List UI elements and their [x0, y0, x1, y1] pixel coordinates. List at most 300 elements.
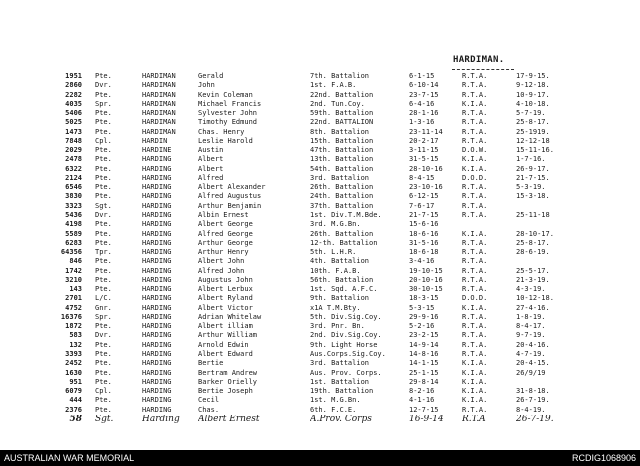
service-number: 583 [69, 331, 82, 340]
rank: Sgt. [95, 201, 112, 210]
fate: K.I.A. [462, 368, 488, 377]
roll-row [0, 100, 640, 109]
roll-row [0, 146, 640, 155]
enlistment-date: 3-4-16 [409, 257, 435, 266]
unit: 37th. Battalion [310, 201, 374, 210]
fate-date: 27-4-16. [516, 303, 550, 312]
enlistment-date: 18-3-15 [409, 294, 439, 303]
service-number: 2376 [65, 405, 82, 414]
roll-row [0, 359, 640, 368]
roll-row [0, 155, 640, 164]
enlistment-date: 6-1-15 [409, 72, 435, 80]
unit: 22nd. BATTALION [310, 118, 374, 127]
rank: Pte. [95, 127, 112, 136]
unit: 1st. Div.T.M.Bde. [310, 210, 382, 219]
fate: R.T.A. [462, 266, 488, 275]
surname: HARDING [142, 201, 172, 210]
surname: HARDING [142, 210, 172, 219]
surname: HARDING [142, 192, 172, 201]
roll-row [0, 174, 640, 183]
fate-date: 8-4-17. [516, 322, 546, 331]
surname-heading: HARDIMAN. [453, 55, 505, 65]
fate-date: 15-3-18. [516, 192, 550, 201]
service-number: 1473 [65, 127, 82, 136]
rank: Pte. [95, 229, 112, 238]
rank: L/C. [95, 294, 112, 303]
fate: R.T.A. [462, 136, 488, 145]
service-number: 4752 [65, 303, 82, 312]
service-number: 4198 [65, 220, 82, 229]
enlistment-date: 29-9-16 [409, 312, 439, 321]
roll-row [0, 192, 640, 201]
roll-row [0, 341, 640, 350]
fate: K.I.A. [462, 164, 488, 173]
enlistment-date: 25-1-15 [409, 368, 439, 377]
unit: 24th. Battalion [310, 192, 374, 201]
unit: 7th. Battalion [310, 72, 370, 80]
fate: K.I.A. [462, 99, 488, 108]
enlistment-date: 6-4-16 [409, 99, 435, 108]
rank: Cpl. [95, 136, 112, 145]
given-names: Sylvester John [198, 109, 258, 118]
fate: R.T.A. [462, 405, 488, 414]
unit: 3rd. Battalion [310, 173, 370, 182]
unit: 5th. L.H.R. [310, 248, 357, 257]
fate-date: 4-3-19. [516, 285, 546, 294]
rank: Pte. [95, 396, 112, 405]
service-number: 6322 [65, 164, 82, 173]
fate-date: 31-8-18. [516, 387, 550, 396]
roll-row [0, 118, 640, 127]
service-number: 2124 [65, 173, 82, 182]
surname: HARDING [142, 238, 172, 247]
service-number: 1951 [65, 72, 82, 80]
service-number: 5589 [65, 229, 82, 238]
enlistment-date: 23-7-15 [409, 90, 439, 99]
fate: K.I.A. [462, 396, 488, 405]
fate: R.T.A. [462, 238, 488, 247]
fate-date: 21-7-15. [516, 173, 550, 182]
enlistment-date: 23-2-15 [409, 331, 439, 340]
roll-row [0, 396, 640, 405]
roll-row [0, 248, 640, 257]
rank: Pte. [95, 349, 112, 358]
given-names: Michael Francis [198, 99, 262, 108]
service-number: 3830 [65, 192, 82, 201]
surname: HARDIN [142, 136, 168, 145]
enlistment-date: 16-9-14 [409, 414, 444, 424]
unit: 26th. Battalion [310, 229, 374, 238]
unit: 2nd. Tun.Coy. [310, 99, 365, 108]
service-number: 5436 [65, 210, 82, 219]
roll-row [0, 276, 640, 285]
surname: HARDING [142, 183, 172, 192]
rank: Dvr. [95, 331, 112, 340]
fate-date: 21-3-19. [516, 275, 550, 284]
roll-row [0, 165, 640, 174]
rank: Pte. [95, 220, 112, 229]
rank: Pte. [95, 146, 112, 155]
rank: Pte. [95, 118, 112, 127]
surname: HARDINE [142, 146, 172, 155]
roll-row [0, 378, 640, 387]
rank: Pte. [95, 285, 112, 294]
unit: 10th. F.A.B. [310, 266, 361, 275]
given-names: Albert Lerbux [198, 285, 253, 294]
given-names: Cecil [198, 396, 220, 405]
rank: Pte. [95, 173, 112, 182]
fate: D.O.W. [462, 146, 488, 155]
given-names: Alfred John [198, 266, 245, 275]
unit: 59th. Battalion [310, 109, 374, 118]
surname: HARDING [142, 257, 172, 266]
service-number: 846 [69, 257, 82, 266]
fate: R.T.A. [462, 257, 488, 266]
fate: R.T.A. [462, 248, 488, 257]
rank: Cpl. [95, 387, 112, 396]
given-names: Albert Edward [198, 349, 253, 358]
fate: R.T.A. [462, 192, 488, 201]
fate-date: 1-8-19. [516, 312, 546, 321]
surname: HARDING [142, 377, 172, 386]
enlistment-date: 6-10-14 [409, 81, 439, 90]
given-names: Augustus John [198, 275, 253, 284]
fate: R.T.A [462, 414, 486, 424]
service-number: 444 [69, 396, 82, 405]
given-names: Albin Ernest [198, 210, 249, 219]
rank: Pte. [95, 266, 112, 275]
unit: 15th. Battalion [310, 136, 374, 145]
given-names: Bertie Joseph [198, 387, 253, 396]
fate-date: 5-7-19. [516, 109, 546, 118]
service-number: 4035 [65, 99, 82, 108]
enlistment-date: 5-3-15 [409, 303, 435, 312]
unit: 56th. Battalion [310, 275, 374, 284]
rank: Tpr. [95, 248, 112, 257]
service-number: 3393 [65, 349, 82, 358]
enlistment-date: 5-2-16 [409, 322, 435, 331]
surname: HARDING [142, 220, 172, 229]
given-names: Alfred George [198, 229, 253, 238]
service-number: 951 [69, 377, 82, 386]
rank: Pte. [95, 109, 112, 118]
fate-date: 17-9-15. [516, 72, 550, 80]
surname: HARDING [142, 387, 172, 396]
fate: K.I.A. [462, 387, 488, 396]
surname: HARDING [142, 303, 172, 312]
enlistment-date: 14-1-15 [409, 359, 439, 368]
enlistment-date: 6-12-15 [409, 192, 439, 201]
surname: HARDING [142, 229, 172, 238]
service-number: 2701 [65, 294, 82, 303]
fate: R.T.A. [462, 90, 488, 99]
unit: 54th. Battalion [310, 164, 374, 173]
fate-date: 26-7-19. [516, 414, 554, 424]
service-number: 3210 [65, 275, 82, 284]
unit: 3rd. Battalion [310, 359, 370, 368]
surname: HARDING [142, 340, 172, 349]
enlistment-date: 28-1-16 [409, 109, 439, 118]
surname: HARDING [142, 331, 172, 340]
unit: x1A T.M.Bty. [310, 303, 361, 312]
roll-row [0, 109, 640, 118]
unit: 4th. Battalion [310, 257, 370, 266]
given-names: Barker Orielly [198, 377, 258, 386]
roll-row [0, 211, 640, 220]
fate-date: 1-7-16. [516, 155, 546, 164]
given-names: Bertram Andrew [198, 368, 258, 377]
given-names: Chas. [198, 405, 220, 414]
fate-date: 4-10-18. [516, 99, 550, 108]
given-names: Arthur Benjamin [198, 201, 262, 210]
enlistment-date: 21-7-15 [409, 210, 439, 219]
service-number: 6283 [65, 238, 82, 247]
rank: Dvr. [95, 210, 112, 219]
fate-date: 25-8-17. [516, 238, 550, 247]
rank: Pte. [95, 359, 112, 368]
roll-row [0, 128, 640, 137]
enlistment-date: 1-3-16 [409, 118, 435, 127]
roll-row [0, 285, 640, 294]
enlistment-date: 30-10-15 [409, 285, 443, 294]
fate-date: 20-4-15. [516, 359, 550, 368]
fate-date: 9-7-19. [516, 331, 546, 340]
surname: HARDING [142, 359, 172, 368]
fate-date: 25-1919. [516, 127, 550, 136]
roll-row [0, 220, 640, 229]
fate: R.T.A. [462, 210, 488, 219]
roll-row [0, 183, 640, 192]
enlistment-date: 7-6-17 [409, 201, 435, 210]
roll-row [0, 257, 640, 266]
rank: Dvr. [95, 81, 112, 90]
roll-row [0, 313, 640, 322]
rank: Pte. [95, 90, 112, 99]
fate: R.T.A. [462, 349, 488, 358]
given-names: Albert Victor [198, 303, 253, 312]
service-number: 58 [69, 414, 82, 424]
given-names: Adrian Whitelaw [198, 312, 262, 321]
enlistment-date: 14-9-14 [409, 340, 439, 349]
enlistment-date: 14-8-16 [409, 349, 439, 358]
fate-date: 12-12-18 [516, 136, 550, 145]
fate-date: 25-5-17. [516, 266, 550, 275]
unit: 13th. Battalion [310, 155, 374, 164]
roll-row [0, 322, 640, 331]
enlistment-date: 29-8-14 [409, 377, 439, 386]
service-number: 1742 [65, 266, 82, 275]
enlistment-date: 12-7-15 [409, 405, 439, 414]
fate: K.I.A. [462, 359, 488, 368]
surname: HARDING [142, 349, 172, 358]
given-names: Alfred [198, 173, 224, 182]
given-names: Alfred Augustus [198, 192, 262, 201]
unit: 1st. F.A.B. [310, 81, 357, 90]
unit: Aus. Prov. Corps. [310, 368, 382, 377]
given-names: Austin [198, 146, 224, 155]
surname: HARDIMAN [142, 118, 176, 127]
surname: HARDING [142, 173, 172, 182]
fate: R.T.A. [462, 312, 488, 321]
unit: 3rd. M.G.Bn. [310, 220, 361, 229]
roll-row [0, 81, 640, 90]
enlistment-date: 18-6-18 [409, 248, 439, 257]
given-names: Arnold Edwin [198, 340, 249, 349]
surname: HARDIMAN [142, 81, 176, 90]
enlistment-date: 31-5-15 [409, 155, 439, 164]
unit: 9th. Battalion [310, 294, 370, 303]
unit: A.Prov. Corps [310, 414, 372, 424]
given-names: Bertie [198, 359, 224, 368]
roll-row [0, 331, 640, 340]
rank: Pte. [95, 405, 112, 414]
surname: Harding [142, 414, 180, 424]
given-names: Gerald [198, 72, 224, 80]
surname: HARDING [142, 248, 172, 257]
surname: HARDING [142, 322, 172, 331]
fate: K.I.A. [462, 229, 488, 238]
rank: Spr. [95, 99, 112, 108]
surname: HARDING [142, 164, 172, 173]
roll-row [0, 72, 640, 81]
service-number: 6546 [65, 183, 82, 192]
rank: Pte. [95, 257, 112, 266]
fate: R.T.A. [462, 109, 488, 118]
surname: HARDIMAN [142, 90, 176, 99]
enlistment-date: 20-2-17 [409, 136, 439, 145]
enlistment-date: 8-2-16 [409, 387, 435, 396]
fate-date: 10-12-18. [516, 294, 554, 303]
roll-list [0, 72, 640, 424]
fate: R.T.A. [462, 285, 488, 294]
fate: R.T.A. [462, 127, 488, 136]
given-names: Albert Ernest [198, 414, 260, 424]
given-names: Albert Alexander [198, 183, 266, 192]
fate-date: 26/9/19 [516, 368, 546, 377]
roll-row [0, 369, 640, 378]
rank: Sgt. [95, 414, 114, 424]
unit: 22nd. Battalion [310, 90, 374, 99]
service-number: 5406 [65, 109, 82, 118]
fate-date: 26-9-17. [516, 164, 550, 173]
fate-date: 25-8-17. [516, 118, 550, 127]
enlistment-date: 20-10-16 [409, 275, 443, 284]
heading-underline [452, 69, 514, 70]
fate: K.I.A. [462, 377, 488, 386]
given-names: Arthur William [198, 331, 258, 340]
given-names: Albert [198, 155, 224, 164]
fate-date: 25-11-18 [516, 210, 550, 219]
given-names: Arthur George [198, 238, 253, 247]
fate-date: 28-6-19. [516, 248, 550, 257]
surname: HARDIMAN [142, 109, 176, 118]
unit: 5th. Div.Sig.Coy. [310, 312, 382, 321]
rank: Pte. [95, 368, 112, 377]
surname: HARDING [142, 405, 172, 414]
roll-row [0, 230, 640, 239]
service-number: 2282 [65, 90, 82, 99]
surname: HARDIMAN [142, 127, 176, 136]
given-names: Albert John [198, 257, 245, 266]
footer-source: AUSTRALIAN WAR MEMORIAL [4, 453, 135, 463]
surname: HARDING [142, 285, 172, 294]
service-number: 16376 [60, 312, 82, 321]
fate-date: 20-4-16. [516, 340, 550, 349]
fate: R.T.A. [462, 183, 488, 192]
fate-date: 5-3-19. [516, 183, 546, 192]
unit: 12-th. Battalion [310, 238, 378, 247]
rank: Pte. [95, 155, 112, 164]
service-number: 2860 [65, 81, 82, 90]
fate: D.O.D. [462, 173, 488, 182]
service-number: 5025 [65, 118, 82, 127]
service-number: 64356 [60, 248, 82, 257]
fate: R.T.A. [462, 72, 488, 80]
given-names: John [198, 81, 215, 90]
fate-date: 9-12-18. [516, 81, 550, 90]
enlistment-date: 28-10-16 [409, 164, 443, 173]
footer-bar [0, 450, 640, 466]
unit: 1st. Battalion [310, 377, 370, 386]
roll-row [0, 91, 640, 100]
service-number: 3323 [65, 201, 82, 210]
enlistment-date: 18-6-16 [409, 229, 439, 238]
rank: Pte. [95, 322, 112, 331]
rank: Gnr. [95, 303, 112, 312]
unit: 1st. M.G.Bn. [310, 396, 361, 405]
roll-row [0, 137, 640, 146]
fate-date: 8-4-19. [516, 405, 546, 414]
fate-date: 10-9-17. [516, 90, 550, 99]
roll-row [0, 387, 640, 396]
service-number: 1630 [65, 368, 82, 377]
unit: Aus.Corps.Sig.Coy. [310, 349, 386, 358]
fate: R.T.A. [462, 340, 488, 349]
unit: 26th. Battalion [310, 183, 374, 192]
fate-date: 28-10-17. [516, 229, 554, 238]
roll-row [0, 415, 640, 424]
fate: R.T.A. [462, 118, 488, 127]
service-number: 143 [69, 285, 82, 294]
rank: Pte. [95, 192, 112, 201]
fate: D.O.D. [462, 294, 488, 303]
service-number: 2029 [65, 146, 82, 155]
enlistment-date: 23-11-14 [409, 127, 443, 136]
fate: R.T.A. [462, 201, 488, 210]
rank: Pte. [95, 340, 112, 349]
surname: HARDIMAN [142, 99, 176, 108]
rank: Pte. [95, 164, 112, 173]
rank: Spr. [95, 312, 112, 321]
given-names: Albert [198, 164, 224, 173]
roll-row [0, 304, 640, 313]
enlistment-date: 31-5-16 [409, 238, 439, 247]
given-names: Kevin Coleman [198, 90, 253, 99]
unit: 8th. Battalion [310, 127, 370, 136]
given-names: Chas. Henry [198, 127, 245, 136]
unit: 47th. Battalion [310, 146, 374, 155]
surname: HARDIMAN [142, 72, 176, 80]
roll-row [0, 239, 640, 248]
service-number: 2452 [65, 359, 82, 368]
fate: R.T.A. [462, 322, 488, 331]
fate: K.I.A. [462, 303, 488, 312]
footer-reference: RCDIG1068906 [571, 453, 636, 463]
enlistment-date: 23-10-16 [409, 183, 443, 192]
unit: 6th. F.C.E. [310, 405, 357, 414]
unit: 9th. Light Horse [310, 340, 378, 349]
surname: HARDING [142, 312, 172, 321]
